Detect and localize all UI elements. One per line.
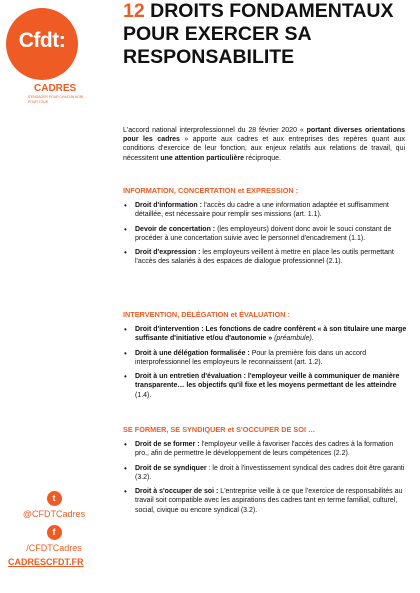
item-label: Droit d'expression : <box>135 249 201 257</box>
section-list <box>123 201 408 267</box>
section-list <box>123 440 408 515</box>
item-label: Droit d'intervention : <box>135 326 204 333</box>
logo-text: Cfdt: <box>18 29 66 52</box>
item-label: Droit d'information : <box>135 202 202 209</box>
item-text: L'entreprise veille à ce que l'exercice de responsabilités au travail soit compatible avec les aspirations des cadres tant en terme familial, culturel, social, civique ou encore syndical (3.2). <box>135 488 403 514</box>
list-item <box>123 225 408 244</box>
title-text: DROITS FONDAMENTAUX POUR EXERCER SA RESPONSABILITE <box>123 0 394 68</box>
twitter-icon[interactable]: t <box>47 491 62 506</box>
item-label: Devoir de concertation : <box>135 225 216 233</box>
cadres-label: CADRES <box>34 83 77 94</box>
list-item <box>123 349 408 368</box>
list-item <box>123 464 408 483</box>
section-title: SE FORMER, SE SYNDIQUER et S'OCCUPER DE SOI … <box>123 425 316 434</box>
item-label: Droit à s'occuper de soi : <box>135 488 219 496</box>
intro-bold: portant diverses orientations pour les cadres <box>123 127 405 144</box>
section-title: INTERVENTION, DÉLÉGATION et ÉVALUATION : <box>123 310 290 319</box>
item-bold-text: Les fonctions de cadre confèrent « à son titulaire une marge suffisante d'initiative et/ou d'autonomie » <box>135 326 407 343</box>
section-title: INFORMATION, CONCERTATION et EXPRESSION : <box>123 186 299 195</box>
list-item <box>123 440 408 459</box>
section-list <box>123 325 408 400</box>
item-label: Droit de se syndiquer <box>135 464 207 472</box>
item-text: les employeurs veillent à mettre en place les outils permettant l'accès des salariés à des espaces de dialogue professionnel (2.1). <box>135 249 394 266</box>
section-information <box>123 186 408 272</box>
facebook-icon[interactable]: f <box>47 525 62 540</box>
cfdt-logo <box>6 8 78 80</box>
list-item <box>123 248 408 267</box>
title-number: 12 <box>123 0 145 22</box>
item-label: Droit à une délégation formalisée : <box>135 349 250 357</box>
list-item <box>123 325 408 344</box>
sidebar <box>0 0 103 593</box>
section-intervention <box>123 310 408 405</box>
item-text: : le droit à l'investissement syndical des cadres doit être garanti (3.2). <box>135 464 405 481</box>
intro-paragraph <box>123 126 405 163</box>
item-text: l'employeur veille à favoriser l'accès des cadres à la formation pro., afin de permettre le développement de leurs compétences (2.2). <box>135 441 394 458</box>
intro-text: » apporte aux cadres et aux entreprises des repères quant aux conditions d'exercice de leur fonction, aux enjeux relatifs aux relations de travail, qui nécessitent <box>123 136 405 162</box>
list-item <box>123 372 408 400</box>
tagline: S'ENGAGER POUR CHACUN AGIR POUR TOUS <box>28 95 84 104</box>
facebook-block[interactable] <box>8 522 100 553</box>
page-title <box>123 0 413 69</box>
facebook-handle[interactable]: /CFDTCadres <box>26 543 82 553</box>
item-italic-text: (préambule). <box>272 335 314 343</box>
item-bold-text: l'employeur veille à communiquer de manière transparente… les objectifs qu'il fixe et les moyens permettant de les atteindre <box>135 373 400 390</box>
list-item <box>123 201 408 220</box>
item-text: l'accès du cadre a une information adaptée et suffisamment détaillée, est nécessaire pour remplir ses missions (art. 1.1). <box>135 202 389 219</box>
list-item <box>123 487 408 515</box>
website-link[interactable]: CADRESCFDT.FR <box>8 557 84 567</box>
item-label: Droit de se former : <box>135 441 200 448</box>
item-text: (1.4). <box>135 391 152 399</box>
intro-text: L'accord national interprofessionnel du 28 février 2020 « <box>123 127 307 134</box>
item-text: (les employeurs) doivent donc avoir le souci constant de procéder à une concertation suivie avec le personnel d'encadrement (1.1). <box>135 225 392 242</box>
intro-bold: une attention particulière <box>160 154 244 162</box>
twitter-block[interactable] <box>8 488 100 519</box>
twitter-handle[interactable]: @CFDTCadres <box>22 509 86 519</box>
item-label: Droit à un entretien d'évaluation : <box>135 373 246 381</box>
item-text: Pour la première fois dans un accord interprofessionnel les employeurs le reconnaissent (art. 1.2). <box>135 349 367 366</box>
intro-text: réciproque. <box>243 154 281 162</box>
section-se-former <box>123 425 408 520</box>
